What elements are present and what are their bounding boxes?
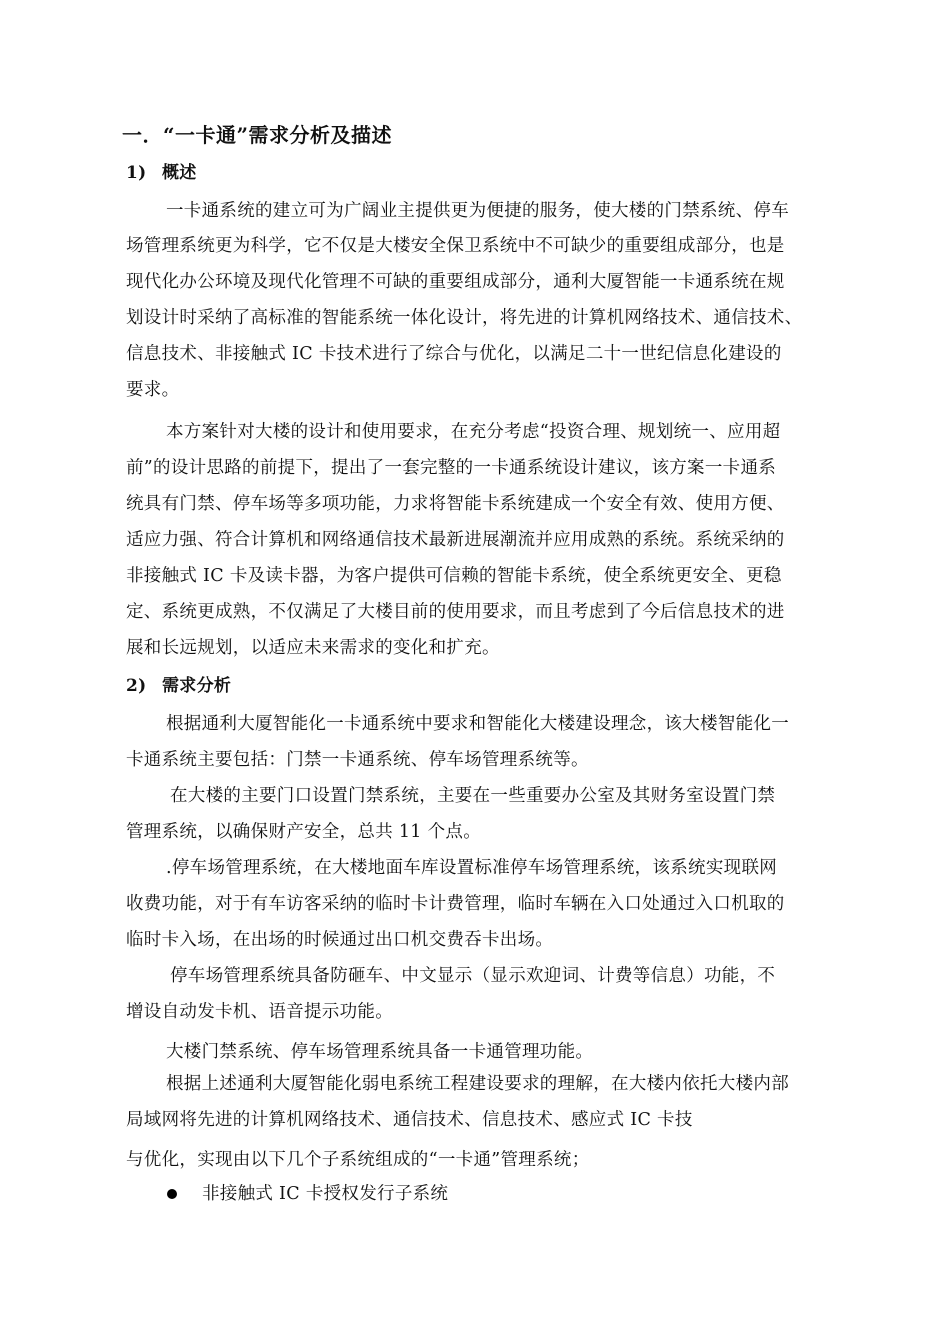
bullet-icon [167, 1189, 177, 1199]
subsection-1-number: 1) [126, 163, 147, 183]
subsection-1-title: 概述 [162, 163, 197, 183]
paragraph-line: 场管理系统更为科学，它不仅是大楼安全保卫系统中不可缺少的重要组成部分，也是 [126, 236, 785, 256]
subsection-2-number: 2) [126, 676, 147, 696]
paragraph-line: 展和长远规划，以适应未来需求的变化和扩充。 [126, 638, 500, 658]
paragraph-line: 前”的设计思路的前提下，提出了一套完整的一卡通系统设计建议，该方案一卡通系 [126, 458, 777, 478]
paragraph-line: 与优化，实现由以下几个子系统组成的“一卡通”管理系统； [126, 1150, 590, 1170]
subsection-2-title: 需求分析 [162, 676, 232, 696]
subsection-1-heading [126, 161, 197, 185]
paragraph-line: 大楼门禁系统、停车场管理系统具备一卡通管理功能。 [166, 1042, 594, 1062]
paragraph-line: 要求。 [126, 380, 180, 400]
paragraph-line: 现代化办公环境及现代化管理不可缺的重要组成部分，通利大厦智能一卡通系统在规 [126, 272, 785, 292]
paragraph-line: 在大楼的主要门口设置门禁系统，主要在一些重要办公室及其财务室设置门禁 [170, 786, 776, 806]
paragraph-line: 非接触式 IC 卡及读卡器，为客户提供可信赖的智能卡系统，使全系统更安全、更稳 [126, 566, 782, 586]
section-heading: 一．“一卡通”需求分析及描述 [122, 123, 393, 147]
paragraph-line: 根据上述通利大厦智能化弱电系统工程建设要求的理解，在大楼内依托大楼内部 [166, 1074, 789, 1094]
bullet-item: 非接触式 IC 卡授权发行子系统 [202, 1184, 449, 1204]
paragraph-line: 统具有门禁、停车场等多项功能，力求将智能卡系统建成一个安全有效、使用方便、 [126, 494, 785, 514]
paragraph-line: 本方案针对大楼的设计和使用要求，在充分考虑“投资合理、规划统一、应用超 [166, 422, 781, 442]
paragraph-line: 停车场管理系统具备防砸车、中文显示（显示欢迎词、计费等信息）功能，不 [170, 966, 776, 986]
paragraph-line: 管理系统，以确保财产安全，总共 11 个点。 [126, 822, 481, 842]
paragraph-line: 卡通系统主要包括：门禁一卡通系统、停车场管理系统等。 [126, 750, 589, 770]
paragraph-line: 根据通利大厦智能化一卡通系统中要求和智能化大楼建设理念，该大楼智能化一 [166, 714, 789, 734]
paragraph-line: 临时卡入场，在出场的时候通过出口机交费吞卡出场。 [126, 930, 554, 950]
paragraph-line: 收费功能，对于有车访客采纳的临时卡计费管理，临时车辆在入口处通过入口机取的 [126, 894, 785, 914]
subsection-2-heading [126, 674, 231, 698]
paragraph-line: 划设计时采纳了高标准的智能系统一体化设计，将先进的计算机网络技术、通信技术、 [126, 308, 803, 328]
paragraph-line: 一卡通系统的建立可为广阔业主提供更为便捷的服务，使大楼的门禁系统、停车 [166, 201, 789, 221]
paragraph-line: .停车场管理系统，在大楼地面车库设置标准停车场管理系统，该系统实现联网 [166, 858, 778, 878]
paragraph-line: 增设自动发卡机、语音提示功能。 [126, 1002, 393, 1022]
paragraph-line: 适应力强、符合计算机和网络通信技术最新进展潮流并应用成熟的系统。系统采纳的 [126, 530, 785, 550]
paragraph-line: 局域网将先进的计算机网络技术、通信技术、信息技术、感应式 IC 卡技 [126, 1110, 693, 1130]
paragraph-line: 信息技术、非接触式 IC 卡技术进行了综合与优化，以满足二十一世纪信息化建设的 [126, 344, 782, 364]
paragraph-line: 定、系统更成熟，不仅满足了大楼目前的使用要求，而且考虑到了今后信息技术的进 [126, 602, 785, 622]
